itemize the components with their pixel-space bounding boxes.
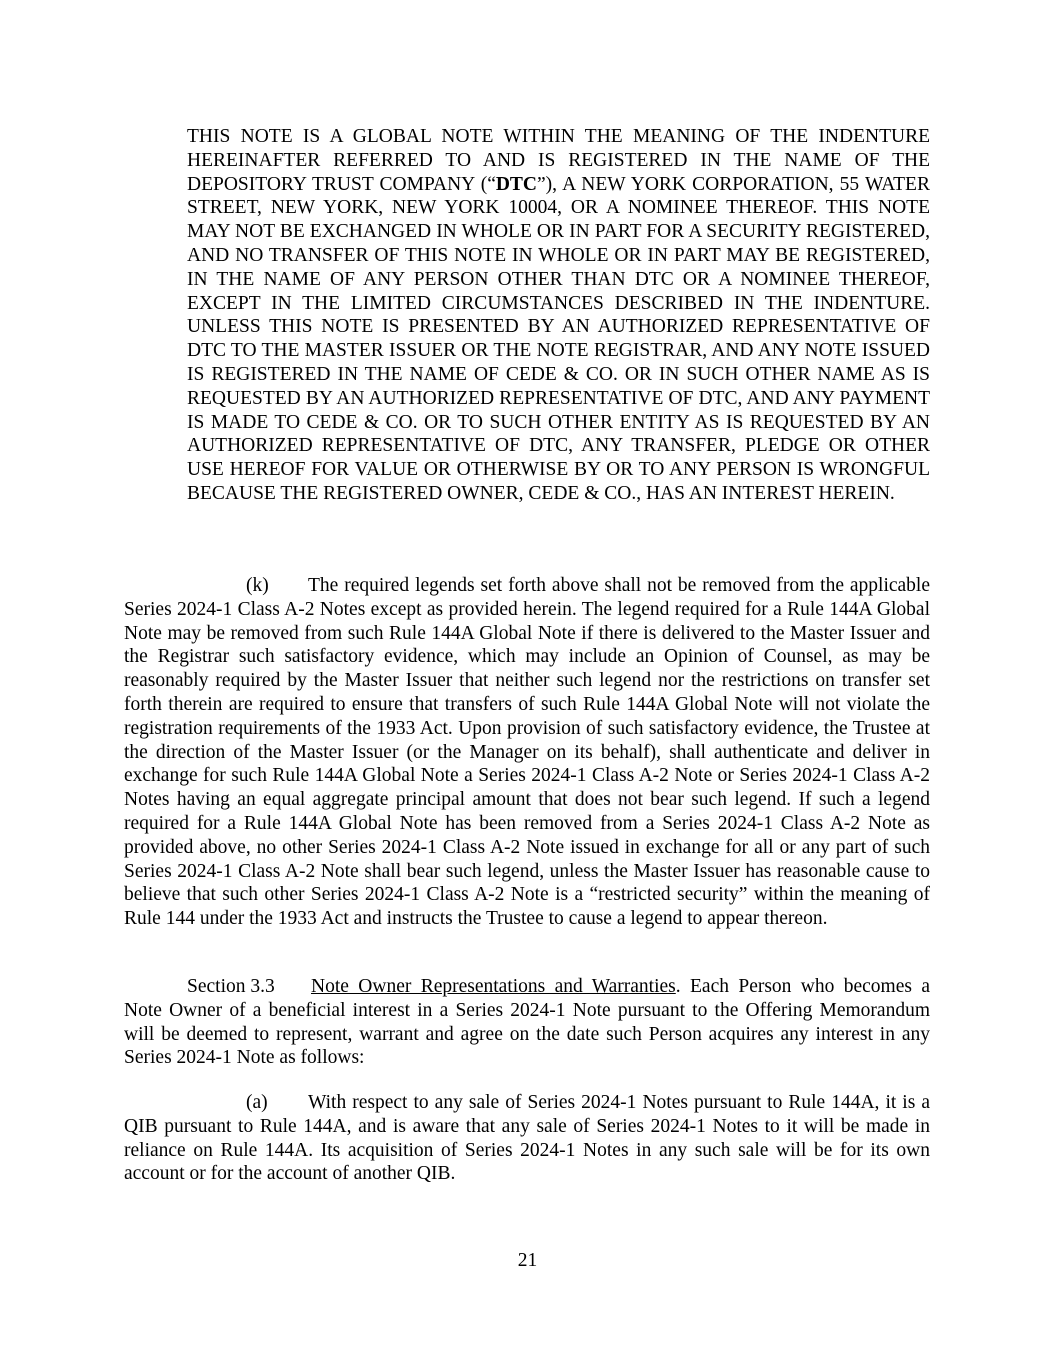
section-3-3-label: Section 3.3 — [187, 976, 275, 997]
paragraph-k — [124, 574, 930, 931]
global-note-legend — [187, 125, 930, 506]
paragraph-a — [124, 1091, 930, 1186]
legend-text-part1: THIS NOTE IS A GLOBAL NOTE WITHIN THE MEANING OF THE INDENTURE HEREINAFTER REFERRED TO AND IS REGISTERED IN THE NAME OF THE DEPOSITORY TRUST COMPANY (“ — [187, 126, 930, 195]
section-3-3-text: . Each Person who becomes a Note Owner of a beneficial interest in a Series 2024-1 Note pursuant to the Offering Memorandum will be deemed to represent, warrant and agree on the date such Person acquires any interest in any Series 2024-1 Note as follows: — [124, 976, 930, 1069]
page-number: 21 — [517, 1250, 538, 1271]
paragraph-k-label: (k) — [246, 575, 269, 596]
section-3-3 — [124, 975, 930, 1070]
paragraph-k-text: The required legends set forth above shall not be removed from the applicable Series 2024-1 Class A-2 Notes except as provided herein. The legend required for a Rule 144A Global Note may be removed from such Rule 144A Global Note if there is delivered to the Master Issuer and the Registrar such satisfactory evidence, which may include an Opinion of Counsel, as may be reasonably required by the Master Issuer that neither such legend nor the restrictions on transfer set forth therein are required to ensure that transfers of such Rule 144A Global Note will not violate the registration requirements of the 1933 Act. Upon provision of such satisfactory evidence, the Trustee at the direction of the Master Issuer (or the Manager on its behalf), shall authenticate and deliver in exchange for such Rule 144A Global Note a Series 2024-1 Class A-2 Note or Series 2024-1 Class A-2 Notes having an equal aggregate principal amount that does not bear such legend. If such a legend required for a Rule 144A Global Note has been removed from a Series 2024-1 Class A-2 Note as provided above, no other Series 2024-1 Class A-2 Note issued in exchange for all or any part of such Series 2024-1 Class A-2 Note shall bear such legend, unless the Master Issuer has reasonable cause to believe that such other Series 2024-1 Class A-2 Note is a “restricted security” within the meaning of Rule 144 under the 1933 Act and instructs the Trustee to cause a legend to appear thereon. — [124, 575, 930, 930]
paragraph-a-label: (a) — [246, 1092, 268, 1113]
paragraph-a-text: With respect to any sale of Series 2024-1 Notes pursuant to Rule 144A, it is a QIB pursuant to Rule 144A, and is aware that any sale of Series 2024-1 Notes to it will be made in reliance on Rule 144A. Its acquisition of Series 2024-1 Notes in any such sale will be for its own account or for the account of another QIB. — [124, 1092, 930, 1185]
legend-text-part2: ”), A NEW YORK CORPORATION, 55 WATER STREET, NEW YORK, NEW YORK 10004, OR A NOMINEE THEREOF. THIS NOTE MAY NOT BE EXCHANGED IN WHOLE OR IN PART FOR A SECURITY REGISTERED, AND NO TRANSFER OF THIS NOTE IN WHOLE OR IN PART MAY BE REGISTERED, IN THE NAME OF ANY PERSON OTHER THAN DTC OR A NOMINEE THEREOF, EXCEPT IN THE LIMITED CIRCUMSTANCES DESCRIBED IN THE INDENTURE. UNLESS THIS NOTE IS PRESENTED BY AN AUTHORIZED REPRESENTATIVE OF DTC TO THE MASTER ISSUER OR THE NOTE REGISTRAR, AND ANY NOTE ISSUED IS REGISTERED IN THE NAME OF CEDE & CO. OR IN SUCH OTHER NAME AS IS REQUESTED BY AN AUTHORIZED REPRESENTATIVE OF DTC, AND ANY PAYMENT IS MADE TO CEDE & CO. OR TO SUCH OTHER ENTITY AS IS REQUESTED BY AN AUTHORIZED REPRESENTATIVE OF DTC, ANY TRANSFER, PLEDGE OR OTHER USE HEREOF FOR VALUE OR OTHERWISE BY OR TO ANY PERSON IS WRONGFUL BECAUSE THE REGISTERED OWNER, CEDE & CO., HAS AN INTEREST HEREIN. — [187, 173, 930, 504]
legend-dtc-defined-term: DTC — [495, 173, 538, 195]
section-3-3-heading: Note Owner Representations and Warranties — [311, 976, 676, 997]
